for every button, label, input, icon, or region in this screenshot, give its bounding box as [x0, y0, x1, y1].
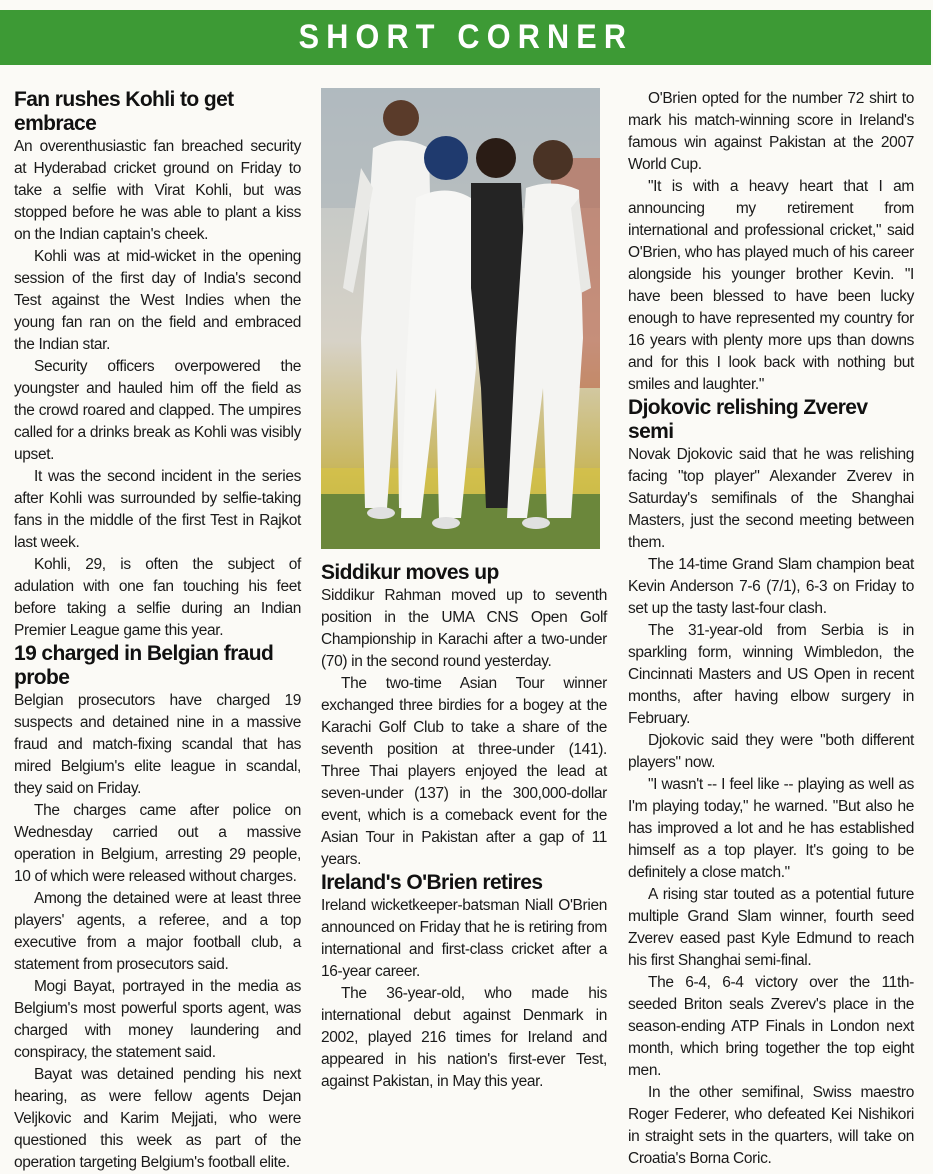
article-obrien: [321, 871, 607, 1093]
belgium-paragraph: Belgian prosecutors have charged 19 suspects and detained nine in a massive fraud and match-fixing scandal that has mired Belgium's elite league in scandal, they said on Friday.: [14, 692, 301, 797]
djokovic-paragraph: In the other semifinal, Swiss maestro Roger Federer, who defeated Kei Nishikori in straight sets in the quarters, will take on Croatia's Borna Coric.: [628, 1084, 914, 1167]
cricket-photo: [321, 88, 600, 549]
djokovic-paragraph: "I wasn't -- I feel like -- playing as well as I'm playing today," he warned. "But also he has improved a lot and he has established himself as a top player. It's going to be definitely a close match.": [628, 776, 914, 881]
kohli-paragraph: Kohli, 29, is often the subject of adulation with one fan touching his feet before taking a selfie during an Indian Premier League game this year.: [14, 556, 301, 639]
article-kohli: [14, 88, 301, 642]
djokovic-paragraph: The 14-time Grand Slam champion beat Kevin Anderson 7-6 (7/1), 6-3 on Friday to set up the tasty last-four clash.: [628, 556, 914, 617]
article-belgium: [14, 642, 301, 1174]
headline-obrien: Ireland's O'Brien retires: [321, 871, 543, 894]
photo-icon: [321, 88, 600, 549]
column-left: [14, 88, 301, 1174]
headline-siddikur: Siddikur moves up: [321, 561, 499, 584]
column-middle: [321, 88, 607, 1093]
djokovic-paragraph: The 6-4, 6-4 victory over the 11th-seeded Briton seals Zverev's place in the season-ending ATP Finals in London next month, which bring together the top eight men.: [628, 974, 914, 1079]
article-siddikur: [321, 561, 607, 871]
djokovic-paragraph: The 31-year-old from Serbia is in sparkling form, winning Wimbledon, the Cincinnati Masters and US Open in recent months, after having elbow surgery in February.: [628, 622, 914, 727]
belgium-paragraph: The charges came after police on Wednesday carried out a massive operation in Belgium, arresting 29 people, 10 of which were released without charges.: [14, 802, 301, 885]
belgium-paragraph: Among the detained were at least three players' agents, a referee, and a top executive from a major football club, a statement from prosecutors said.: [14, 890, 301, 973]
headline-belgium: 19 charged in Belgian fraud probe: [14, 642, 274, 689]
siddikur-paragraph: Siddikur Rahman moved up to seventh position in the UMA CNS Open Golf Championship in Karachi after a two-under (70) in the second round yesterday.: [321, 587, 607, 670]
belgium-paragraph: Bayat was detained pending his next hearing, as were fellow agents Dejan Veljkovic and Karim Mejjati, who were questioned this week as part of the operation targeting Belgium's football elite.: [14, 1066, 301, 1171]
article-obrien-continued: [628, 88, 914, 396]
obrien-paragraph: O'Brien opted for the number 72 shirt to mark his match-winning score in Ireland's famous win against Pakistan at the 2007 World Cup.: [628, 90, 914, 173]
obrien-paragraph: The 36-year-old, who made his international debut against Denmark in 2002, played 216 times for Ireland and appeared in his nation's first-ever Test, against Pakistan, in May this year.: [321, 985, 607, 1090]
article-djokovic: [628, 396, 914, 1170]
djokovic-paragraph: A rising star touted as a potential future multiple Grand Slam winner, fourth seed Zverev eased past Kyle Edmund to reach his first Shanghai semi-final.: [628, 886, 914, 969]
djokovic-paragraph: Djokovic said they were "both different players" now.: [628, 732, 914, 771]
section-title: SHORT CORNER: [298, 18, 633, 56]
kohli-paragraph: Security officers overpowered the youngster and hauled him off the field as the crowd roared and clapped. The umpires called for a drinks break as Kohli was visibly upset.: [14, 358, 301, 463]
siddikur-paragraph: The two-time Asian Tour winner exchanged three birdies for a bogey at the Karachi Golf Club to take a share of the seventh position at three-under (141). Three Thai players enjoyed the lead at seven-under (137) in the 300,000-dollar event, which is a comeback event for the Asian Tour in Pakistan after a gap of 11 years.: [321, 675, 607, 868]
kohli-paragraph: It was the second incident in the series after Kohli was surrounded by selfie-taking fans in the middle of the first Test in Rajkot last week.: [14, 468, 301, 551]
headline-kohli: Fan rushes Kohli to get embrace: [14, 88, 234, 135]
section-banner: [0, 10, 931, 65]
headline-djokovic: Djokovic relishing Zverev semi: [628, 396, 868, 443]
kohli-paragraph: Kohli was at mid-wicket in the opening session of the first day of India's second Test against the West Indies when the young fan ran on the field and embraced the Indian star.: [14, 248, 301, 353]
obrien-paragraph: Ireland wicketkeeper-batsman Niall O'Brien announced on Friday that he is retiring from international and first-class cricket after a 16-year career.: [321, 897, 607, 980]
djokovic-paragraph: Novak Djokovic said that he was relishing facing "top player" Alexander Zverev in Saturday's semifinals of the Shanghai Masters, just the second meeting between them.: [628, 446, 914, 551]
belgium-paragraph: Mogi Bayat, portrayed in the media as Belgium's most powerful sports agent, was charged with money laundering and conspiracy, the statement said.: [14, 978, 301, 1061]
obrien-paragraph: "It is with a heavy heart that I am announcing my retirement from international and professional cricket," said O'Brien, who has played much of his career alongside his younger brother Kevin. "I have been blessed to have been lucky enough to have represented my country for 16 years with plenty more ups than downs and for this I look back with nothing but smiles and laughter.": [628, 178, 914, 393]
kohli-paragraph: An overenthusiastic fan breached security at Hyderabad cricket ground on Friday to take a selfie with Virat Kohli, but was stopped before he was able to plant a kiss on the Indian captain's cheek.: [14, 138, 301, 243]
column-right: [628, 88, 914, 1170]
